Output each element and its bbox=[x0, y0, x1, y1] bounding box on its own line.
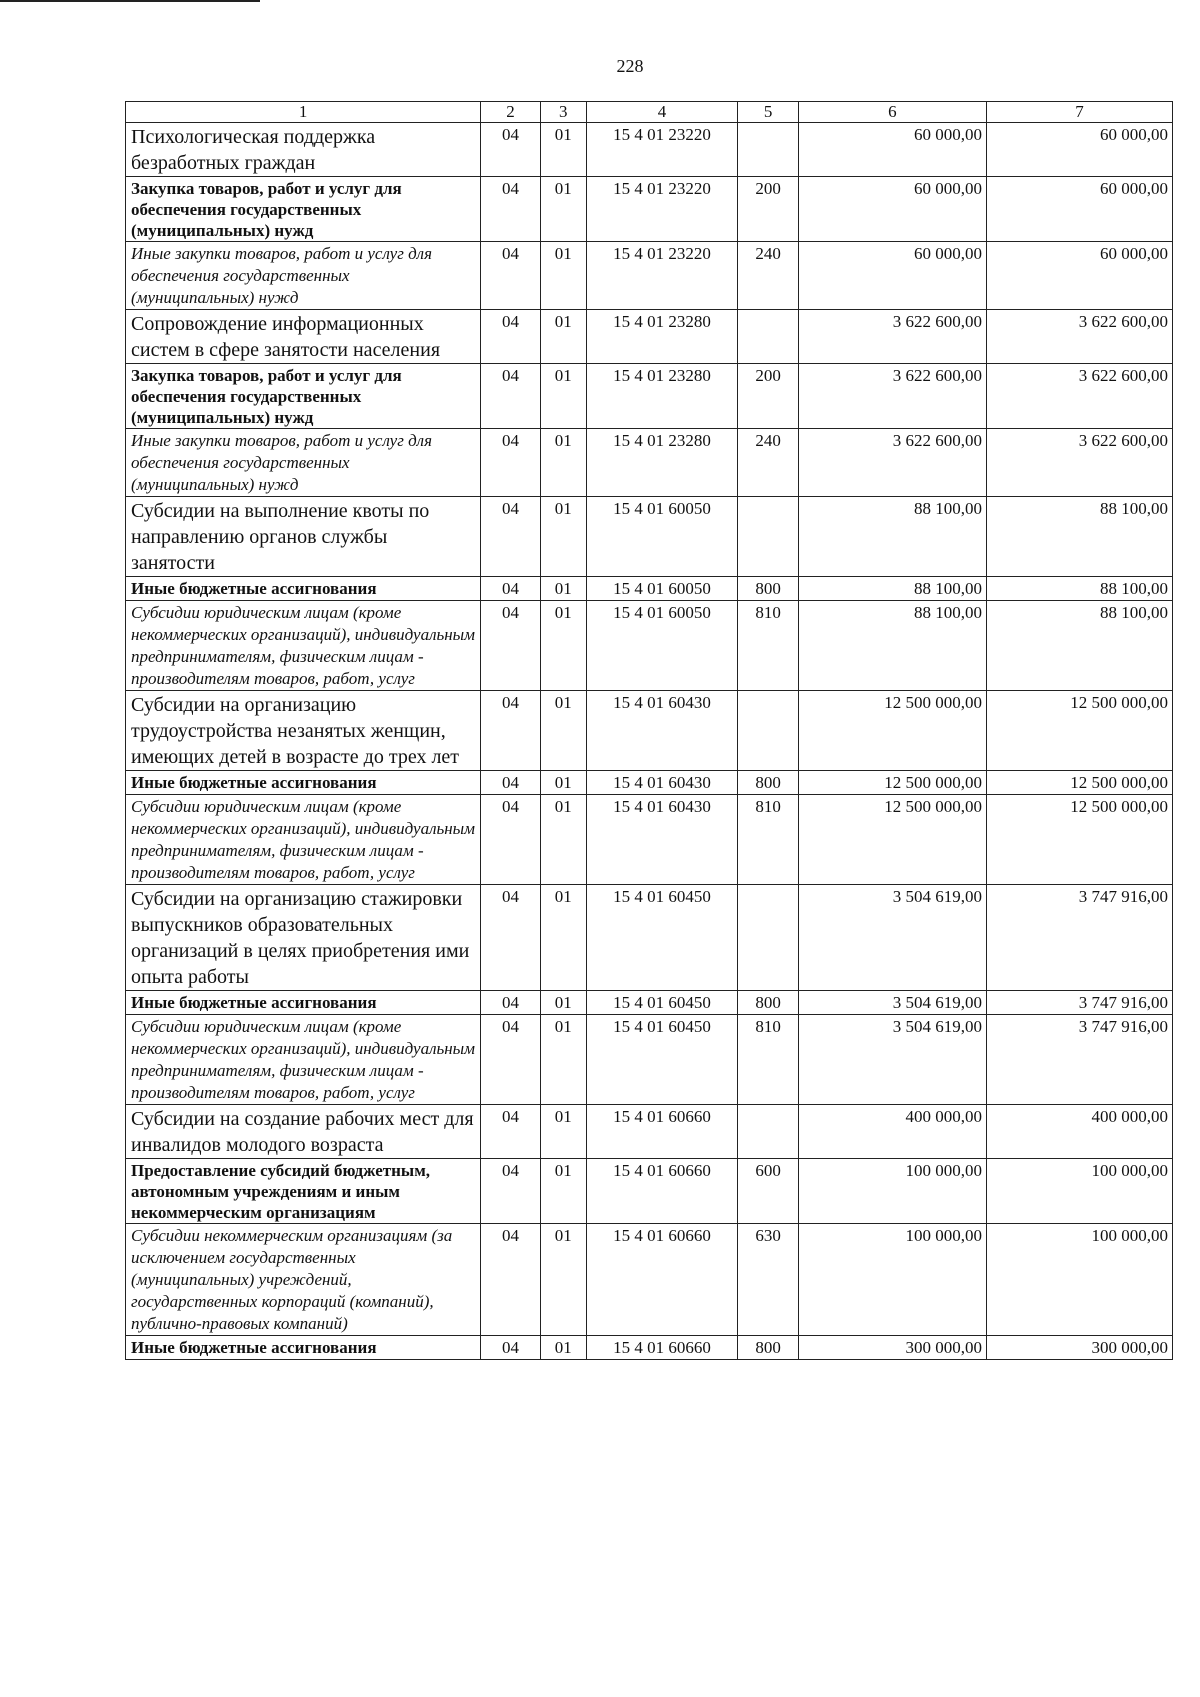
subsection-code-cell: 01 bbox=[540, 497, 586, 577]
table-row bbox=[126, 1105, 1173, 1159]
section-code-cell: 04 bbox=[481, 577, 541, 601]
table-row bbox=[126, 771, 1173, 795]
amount-first-year-cell: 88 100,00 bbox=[798, 497, 986, 577]
expense-type-cell: 200 bbox=[738, 364, 799, 429]
table-row bbox=[126, 123, 1173, 177]
expense-type-cell: 810 bbox=[738, 795, 799, 885]
subsection-code-cell: 01 bbox=[540, 601, 586, 691]
amount-first-year-cell: 12 500 000,00 bbox=[798, 771, 986, 795]
target-article-cell: 15 4 01 60660 bbox=[586, 1224, 738, 1336]
section-code-cell: 04 bbox=[481, 991, 541, 1015]
target-article-cell: 15 4 01 60050 bbox=[586, 601, 738, 691]
amount-first-year-cell: 3 622 600,00 bbox=[798, 429, 986, 497]
amount-first-year-cell: 60 000,00 bbox=[798, 123, 986, 177]
header-cell: 2 bbox=[481, 102, 541, 123]
row-name-cell: Субсидии на организацию стажировки выпускников образовательных организаций в целях приобретения ими опыта работы bbox=[126, 885, 481, 991]
row-name-cell: Субсидии юридическим лицам (кроме некоммерческих организаций), индивидуальным предпринимателям, физическим лицам - производителям товаров, работ, услуг bbox=[126, 795, 481, 885]
subsection-code-cell: 01 bbox=[540, 771, 586, 795]
table-row bbox=[126, 991, 1173, 1015]
amount-second-year-cell: 3 747 916,00 bbox=[986, 885, 1172, 991]
table-row bbox=[126, 1224, 1173, 1336]
expense-type-cell bbox=[738, 123, 799, 177]
target-article-cell: 15 4 01 60660 bbox=[586, 1159, 738, 1224]
header-cell: 5 bbox=[738, 102, 799, 123]
amount-second-year-cell: 60 000,00 bbox=[986, 123, 1172, 177]
expense-type-cell: 800 bbox=[738, 771, 799, 795]
amount-second-year-cell: 60 000,00 bbox=[986, 177, 1172, 242]
expense-type-cell: 800 bbox=[738, 577, 799, 601]
amount-second-year-cell: 88 100,00 bbox=[986, 497, 1172, 577]
table-row bbox=[126, 364, 1173, 429]
amount-second-year-cell: 3 622 600,00 bbox=[986, 310, 1172, 364]
section-code-cell: 04 bbox=[481, 1224, 541, 1336]
expense-type-cell: 240 bbox=[738, 242, 799, 310]
header-cell: 4 bbox=[586, 102, 738, 123]
table-header-row bbox=[126, 102, 1173, 123]
target-article-cell: 15 4 01 23280 bbox=[586, 310, 738, 364]
section-code-cell: 04 bbox=[481, 601, 541, 691]
amount-second-year-cell: 3 747 916,00 bbox=[986, 1015, 1172, 1105]
row-name-cell: Субсидии юридическим лицам (кроме некоммерческих организаций), индивидуальным предпринимателям, физическим лицам - производителям товаров, работ, услуг bbox=[126, 601, 481, 691]
subsection-code-cell: 01 bbox=[540, 691, 586, 771]
subsection-code-cell: 01 bbox=[540, 310, 586, 364]
expense-type-cell bbox=[738, 310, 799, 364]
row-name-cell: Субсидии на организацию трудоустройства незанятых женщин, имеющих детей в возрасте до трех лет bbox=[126, 691, 481, 771]
subsection-code-cell: 01 bbox=[540, 364, 586, 429]
amount-second-year-cell: 60 000,00 bbox=[986, 242, 1172, 310]
amount-first-year-cell: 60 000,00 bbox=[798, 242, 986, 310]
target-article-cell: 15 4 01 60430 bbox=[586, 771, 738, 795]
target-article-cell: 15 4 01 23220 bbox=[586, 177, 738, 242]
table-row bbox=[126, 691, 1173, 771]
amount-first-year-cell: 88 100,00 bbox=[798, 577, 986, 601]
row-name-cell: Иные закупки товаров, работ и услуг для обеспечения государственных (муниципальных) нужд bbox=[126, 429, 481, 497]
expense-type-cell: 810 bbox=[738, 1015, 799, 1105]
row-name-cell: Иные бюджетные ассигнования bbox=[126, 577, 481, 601]
target-article-cell: 15 4 01 60050 bbox=[586, 577, 738, 601]
section-code-cell: 04 bbox=[481, 177, 541, 242]
amount-second-year-cell: 100 000,00 bbox=[986, 1159, 1172, 1224]
section-code-cell: 04 bbox=[481, 795, 541, 885]
table-row bbox=[126, 795, 1173, 885]
target-article-cell: 15 4 01 60430 bbox=[586, 795, 738, 885]
subsection-code-cell: 01 bbox=[540, 1336, 586, 1360]
section-code-cell: 04 bbox=[481, 429, 541, 497]
row-name-cell: Субсидии на создание рабочих мест для инвалидов молодого возраста bbox=[126, 1105, 481, 1159]
expense-type-cell: 800 bbox=[738, 991, 799, 1015]
amount-second-year-cell: 12 500 000,00 bbox=[986, 795, 1172, 885]
table-row bbox=[126, 310, 1173, 364]
section-code-cell: 04 bbox=[481, 771, 541, 795]
row-name-cell: Закупка товаров, работ и услуг для обеспечения государственных (муниципальных) нужд bbox=[126, 364, 481, 429]
amount-first-year-cell: 3 504 619,00 bbox=[798, 885, 986, 991]
table-row bbox=[126, 242, 1173, 310]
amount-first-year-cell: 3 504 619,00 bbox=[798, 991, 986, 1015]
subsection-code-cell: 01 bbox=[540, 1224, 586, 1336]
row-name-cell: Субсидии некоммерческим организациям (за исключением государственных (муниципальных) учреждений, государственных корпораций (компаний), публично-правовых компаний) bbox=[126, 1224, 481, 1336]
target-article-cell: 15 4 01 23220 bbox=[586, 123, 738, 177]
subsection-code-cell: 01 bbox=[540, 177, 586, 242]
header-cell: 7 bbox=[986, 102, 1172, 123]
amount-second-year-cell: 88 100,00 bbox=[986, 577, 1172, 601]
target-article-cell: 15 4 01 60450 bbox=[586, 991, 738, 1015]
amount-first-year-cell: 3 622 600,00 bbox=[798, 310, 986, 364]
target-article-cell: 15 4 01 60660 bbox=[586, 1105, 738, 1159]
target-article-cell: 15 4 01 60660 bbox=[586, 1336, 738, 1360]
target-article-cell: 15 4 01 23220 bbox=[586, 242, 738, 310]
table-row bbox=[126, 497, 1173, 577]
top-rule bbox=[0, 0, 260, 2]
row-name-cell: Субсидии на выполнение квоты по направлению органов службы занятости bbox=[126, 497, 481, 577]
subsection-code-cell: 01 bbox=[540, 1015, 586, 1105]
amount-second-year-cell: 300 000,00 bbox=[986, 1336, 1172, 1360]
target-article-cell: 15 4 01 60430 bbox=[586, 691, 738, 771]
target-article-cell: 15 4 01 60450 bbox=[586, 1015, 738, 1105]
row-name-cell: Иные бюджетные ассигнования bbox=[126, 771, 481, 795]
row-name-cell: Психологическая поддержка безработных граждан bbox=[126, 123, 481, 177]
table-row bbox=[126, 577, 1173, 601]
budget-table bbox=[125, 101, 1173, 1360]
amount-second-year-cell: 12 500 000,00 bbox=[986, 771, 1172, 795]
subsection-code-cell: 01 bbox=[540, 1105, 586, 1159]
expense-type-cell bbox=[738, 885, 799, 991]
table-row bbox=[126, 601, 1173, 691]
subsection-code-cell: 01 bbox=[540, 991, 586, 1015]
subsection-code-cell: 01 bbox=[540, 795, 586, 885]
row-name-cell: Иные бюджетные ассигнования bbox=[126, 991, 481, 1015]
amount-first-year-cell: 12 500 000,00 bbox=[798, 795, 986, 885]
row-name-cell: Иные бюджетные ассигнования bbox=[126, 1336, 481, 1360]
section-code-cell: 04 bbox=[481, 1015, 541, 1105]
row-name-cell: Предоставление субсидий бюджетным, автономным учреждениям и иным некоммерческим организациям bbox=[126, 1159, 481, 1224]
section-code-cell: 04 bbox=[481, 1159, 541, 1224]
row-name-cell: Сопровождение информационных систем в сфере занятости населения bbox=[126, 310, 481, 364]
subsection-code-cell: 01 bbox=[540, 577, 586, 601]
target-article-cell: 15 4 01 60050 bbox=[586, 497, 738, 577]
section-code-cell: 04 bbox=[481, 310, 541, 364]
expense-type-cell bbox=[738, 497, 799, 577]
subsection-code-cell: 01 bbox=[540, 429, 586, 497]
target-article-cell: 15 4 01 23280 bbox=[586, 364, 738, 429]
header-cell: 3 bbox=[540, 102, 586, 123]
row-name-cell: Закупка товаров, работ и услуг для обеспечения государственных (муниципальных) нужд bbox=[126, 177, 481, 242]
amount-second-year-cell: 3 622 600,00 bbox=[986, 429, 1172, 497]
section-code-cell: 04 bbox=[481, 123, 541, 177]
amount-second-year-cell: 3 622 600,00 bbox=[986, 364, 1172, 429]
amount-first-year-cell: 3 622 600,00 bbox=[798, 364, 986, 429]
amount-second-year-cell: 12 500 000,00 bbox=[986, 691, 1172, 771]
amount-first-year-cell: 300 000,00 bbox=[798, 1336, 986, 1360]
expense-type-cell: 200 bbox=[738, 177, 799, 242]
header-cell: 1 bbox=[126, 102, 481, 123]
amount-first-year-cell: 400 000,00 bbox=[798, 1105, 986, 1159]
section-code-cell: 04 bbox=[481, 885, 541, 991]
amount-first-year-cell: 88 100,00 bbox=[798, 601, 986, 691]
page-number: 228 bbox=[616, 56, 644, 76]
section-code-cell: 04 bbox=[481, 1105, 541, 1159]
amount-first-year-cell: 100 000,00 bbox=[798, 1224, 986, 1336]
target-article-cell: 15 4 01 60450 bbox=[586, 885, 738, 991]
amount-second-year-cell: 100 000,00 bbox=[986, 1224, 1172, 1336]
section-code-cell: 04 bbox=[481, 364, 541, 429]
subsection-code-cell: 01 bbox=[540, 242, 586, 310]
expense-type-cell: 810 bbox=[738, 601, 799, 691]
table-row bbox=[126, 177, 1173, 242]
amount-first-year-cell: 3 504 619,00 bbox=[798, 1015, 986, 1105]
table-row bbox=[126, 429, 1173, 497]
expense-type-cell: 630 bbox=[738, 1224, 799, 1336]
expense-type-cell bbox=[738, 1105, 799, 1159]
amount-first-year-cell: 12 500 000,00 bbox=[798, 691, 986, 771]
amount-second-year-cell: 400 000,00 bbox=[986, 1105, 1172, 1159]
target-article-cell: 15 4 01 23280 bbox=[586, 429, 738, 497]
expense-type-cell: 240 bbox=[738, 429, 799, 497]
section-code-cell: 04 bbox=[481, 691, 541, 771]
section-code-cell: 04 bbox=[481, 497, 541, 577]
amount-second-year-cell: 3 747 916,00 bbox=[986, 991, 1172, 1015]
table-row bbox=[126, 1336, 1173, 1360]
row-name-cell: Иные закупки товаров, работ и услуг для обеспечения государственных (муниципальных) нужд bbox=[126, 242, 481, 310]
subsection-code-cell: 01 bbox=[540, 123, 586, 177]
table-body bbox=[126, 102, 1173, 1360]
amount-first-year-cell: 100 000,00 bbox=[798, 1159, 986, 1224]
table-row bbox=[126, 1015, 1173, 1105]
subsection-code-cell: 01 bbox=[540, 1159, 586, 1224]
table-row bbox=[126, 885, 1173, 991]
row-name-cell: Субсидии юридическим лицам (кроме некоммерческих организаций), индивидуальным предпринимателям, физическим лицам - производителям товаров, работ, услуг bbox=[126, 1015, 481, 1105]
expense-type-cell: 600 bbox=[738, 1159, 799, 1224]
section-code-cell: 04 bbox=[481, 242, 541, 310]
amount-first-year-cell: 60 000,00 bbox=[798, 177, 986, 242]
section-code-cell: 04 bbox=[481, 1336, 541, 1360]
subsection-code-cell: 01 bbox=[540, 885, 586, 991]
amount-second-year-cell: 88 100,00 bbox=[986, 601, 1172, 691]
expense-type-cell bbox=[738, 691, 799, 771]
expense-type-cell: 800 bbox=[738, 1336, 799, 1360]
header-cell: 6 bbox=[798, 102, 986, 123]
table-row bbox=[126, 1159, 1173, 1224]
